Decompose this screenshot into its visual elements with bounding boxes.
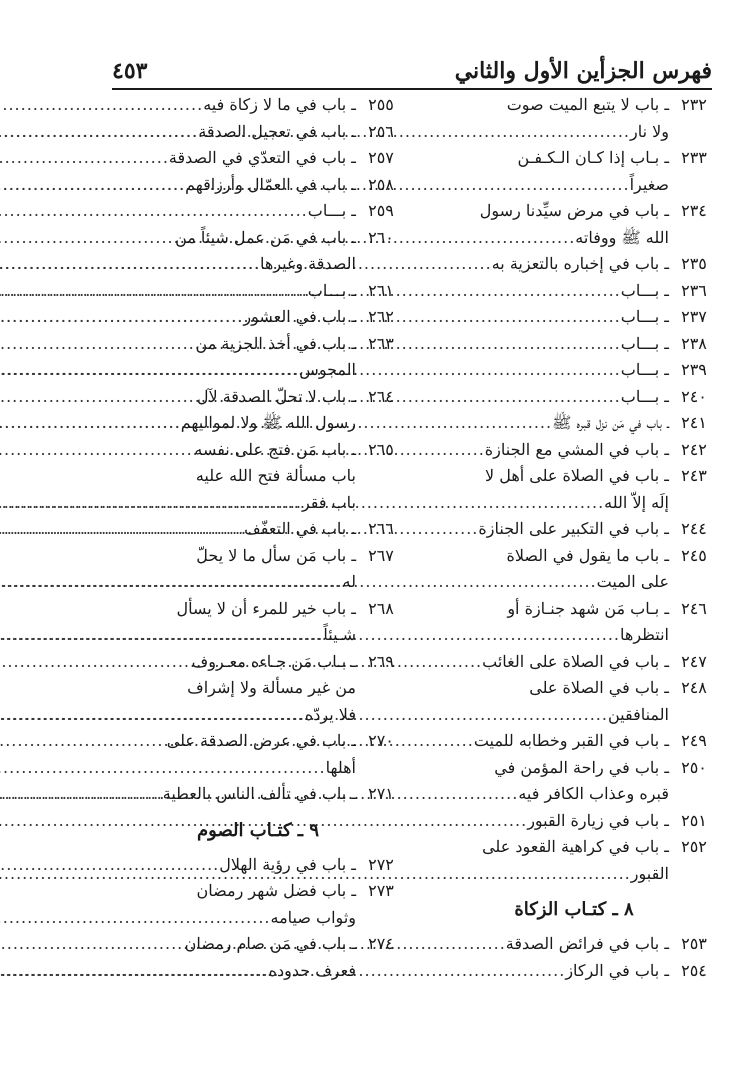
- entry-line: [0, 357, 356, 384]
- leader-dots: [0, 92, 203, 119]
- entry-title: ـ باب في زيارة القبور: [527, 810, 669, 830]
- entry-title: ـ باب في الصلاة على: [529, 678, 669, 697]
- entry-number: ٢٤٠: [681, 386, 707, 406]
- index-entry: [110, 596, 406, 649]
- entry-title: ـ باب في مَن نزل قبره ﷺ: [552, 413, 669, 432]
- entry-line: [0, 905, 356, 932]
- entry-title: ـ باب في مَن صام رمضان: [184, 934, 356, 953]
- entry-title: ولا نار: [630, 121, 669, 141]
- entry-number: ٢٤٣: [681, 466, 707, 485]
- entry-title: ـ باب مَن سأل ما لا يحلّ: [196, 545, 356, 565]
- index-entry: [429, 596, 719, 649]
- entry-number: ٢٤٢: [681, 439, 707, 459]
- entry-line: [0, 702, 356, 729]
- entry-title: ـ باب لا تحلّ الصدقة لآل: [196, 386, 356, 406]
- entry-number: ٢٣٧: [681, 307, 707, 326]
- entry-number: ٢٦١: [368, 280, 394, 300]
- entry-number: ٢٧٤: [368, 934, 394, 953]
- entry-line: [0, 251, 356, 278]
- entry-number: ٢٦٣: [368, 333, 394, 353]
- index-entry: [110, 331, 406, 384]
- index-column-right: [429, 92, 719, 984]
- page-header: [112, 50, 712, 90]
- entry-body: [0, 649, 356, 729]
- index-entry: [110, 278, 406, 305]
- entry-title: ـ بـــاب: [620, 280, 669, 300]
- entry-body: [0, 878, 356, 931]
- entry-title: إلَه إلاّ الله: [604, 492, 669, 512]
- entry-number: ٢٧٢: [368, 854, 394, 874]
- entry-body: [0, 437, 356, 517]
- entry-number: ٢٣٣: [681, 148, 707, 167]
- entry-body: [0, 172, 356, 199]
- entry-line: [0, 198, 356, 225]
- entry-title: ـ بـــاب: [307, 201, 356, 220]
- index-entry: [110, 728, 406, 781]
- entry-number: ٢٦٦: [368, 519, 394, 538]
- entry-title: ـ باب في التعدّي في الصدقة: [168, 148, 356, 167]
- entry-line: [0, 622, 356, 649]
- entry-title: ـ باب في الصلاة على الغائب: [482, 651, 669, 671]
- entry-number: ٢٤٦: [681, 598, 707, 618]
- entry-title: قبره وعذاب الكافر فيه: [518, 784, 669, 803]
- entry-line: [0, 596, 356, 623]
- entry-number: ٢٥٠: [681, 757, 707, 777]
- entry-line: [0, 490, 356, 517]
- entry-line: [0, 675, 356, 702]
- entry-number: ٢٦٩: [368, 651, 394, 671]
- entry-title: ـ باب في المشي مع الجنازة: [484, 439, 669, 459]
- leader-dots: [0, 357, 299, 384]
- entry-number: ٢٦٤: [368, 386, 394, 406]
- leader-dots: [0, 622, 323, 649]
- entry-title: ـ باب في التكبير على الجنازة: [478, 519, 669, 538]
- index-entry: [429, 92, 719, 145]
- entry-body: [0, 119, 356, 146]
- index-entry: [110, 516, 406, 543]
- entry-title: ـ بـــاب: [620, 386, 669, 406]
- entry-title: باب فقر: [301, 492, 356, 512]
- index-entry: [429, 958, 719, 985]
- entry-number: ٢٥٣: [681, 934, 707, 953]
- entry-title: ـ باب في رؤية الهلال: [219, 854, 356, 874]
- entry-body: [0, 852, 356, 879]
- entry-title: ـ باب في أخذ الجزية من: [195, 333, 356, 353]
- entry-title: الصدقة وغيرها: [260, 254, 356, 273]
- entry-title: ـ باب في الركاز: [565, 960, 669, 980]
- entry-title: ـ بـــاب: [620, 360, 669, 379]
- index-entry: [429, 728, 719, 755]
- entry-title: ـ بـــاب: [307, 280, 356, 300]
- entry-body: [0, 384, 356, 437]
- entry-line: [0, 852, 356, 879]
- entry-number: ٢٣٥: [681, 254, 707, 273]
- entry-title: القبور: [630, 863, 669, 883]
- entry-number: ٢٤٩: [681, 731, 707, 750]
- entry-number: ٢٥٦: [368, 121, 394, 141]
- entry-number: ٢٤١: [681, 413, 707, 432]
- entry-number: ٢٣٩: [681, 360, 707, 379]
- entry-title: على الميت: [596, 572, 669, 591]
- index-entry: [110, 878, 406, 931]
- entry-line: [0, 119, 356, 146]
- entry-number: ٢٦٨: [368, 598, 394, 618]
- index-entry: [110, 172, 406, 199]
- entry-line: [0, 516, 356, 543]
- entry-title: ـ بـاب مَن شهد جنـازة أو: [507, 598, 669, 618]
- entry-title: انتظرها: [620, 625, 669, 644]
- page-number: ٤٥٣: [112, 58, 148, 84]
- entry-line: [0, 728, 356, 755]
- page-title: فهرس الجزأين الأول والثاني: [454, 58, 712, 84]
- index-entry: [110, 649, 406, 729]
- entry-line: [0, 384, 356, 411]
- entry-number: ٢٥٨: [368, 174, 394, 194]
- entry-number: ٢٥٢: [681, 837, 707, 856]
- entry-number: ٢٧١: [368, 784, 394, 803]
- entry-body: [0, 516, 356, 543]
- entry-title: ـ باب في التعفّف: [244, 519, 356, 538]
- entry-title: شـيئاً: [323, 625, 356, 644]
- entry-line: [0, 543, 356, 570]
- index-entry: [429, 304, 719, 331]
- entry-title: ـ بـاب مَن جـاءه معـروف: [191, 651, 356, 671]
- leader-dots: [0, 781, 163, 808]
- entry-line: [0, 649, 356, 676]
- entry-body: [0, 304, 356, 331]
- index-entry: [429, 808, 719, 835]
- entry-number: ٢٦٠: [368, 227, 394, 247]
- entry-title: صغيراً: [629, 174, 669, 194]
- entry-title: ـ باب مَن فتح على نفسه: [194, 439, 356, 459]
- entry-title: أهلها: [325, 757, 356, 777]
- entry-line: [0, 569, 356, 596]
- leader-dots: [0, 251, 260, 278]
- entry-line: [0, 278, 356, 305]
- entry-title: ـ باب في إخباره بالتعزية به: [491, 254, 669, 273]
- index-entry: [429, 331, 719, 358]
- entry-title: ـ باب في ما لا زكاة فيه: [203, 95, 356, 114]
- index-entry: [429, 543, 719, 596]
- entry-body: [0, 543, 356, 596]
- entry-title: ـ بـاب إذا كـان الـكـفـن: [517, 148, 669, 167]
- entry-title: ـ بـــاب: [620, 307, 669, 326]
- entry-number: ٢٥٥: [368, 95, 394, 114]
- leader-dots: [0, 410, 181, 437]
- leader-dots: [0, 278, 308, 305]
- entry-line: [0, 878, 356, 905]
- entry-title: ـ باب في مرض سيِّدنا رسول: [479, 201, 669, 220]
- entry-title: الله ﷺ ووفاته: [575, 227, 669, 247]
- entry-number: ٢٥٩: [368, 201, 394, 220]
- entry-title: ـ باب في العمّال وأرزاقهم: [185, 174, 356, 194]
- entry-title: ـ باب فضل شهر رمضان: [196, 881, 356, 900]
- entry-body: [0, 145, 356, 172]
- entry-title: فعرف حدوده: [268, 960, 356, 980]
- index-entry: [429, 251, 719, 278]
- entry-title: المنافقين: [607, 704, 669, 724]
- entry-title: ـ باب لا يتبع الميت صوت: [506, 95, 669, 114]
- index-entry: [429, 649, 719, 676]
- index-entry: [429, 675, 719, 728]
- entry-number: ٢٦٧: [368, 545, 394, 565]
- entry-line: [0, 145, 356, 172]
- index-entry: [429, 410, 719, 437]
- entry-line: [0, 463, 356, 490]
- leader-dots: [0, 702, 305, 729]
- entry-body: [0, 198, 356, 225]
- section-heading: ٨ ـ كتـاب الزكاة: [514, 899, 634, 920]
- entry-title: ـ باب في تعجيل الصدقة: [198, 121, 356, 141]
- index-entry: [429, 357, 719, 384]
- entry-number: ٢٦٢: [368, 307, 394, 326]
- entry-number: ٢٧٣: [368, 881, 394, 900]
- index-entry: [429, 198, 719, 251]
- entry-title: ـ باب في عرض الصدقة على: [166, 731, 356, 750]
- section-heading: ٩ ـ كتـاب الصوم: [197, 819, 319, 841]
- entry-body: [0, 728, 356, 781]
- leader-dots: [0, 852, 219, 879]
- entry-number: ٢٥٧: [368, 148, 394, 167]
- index-entry: [110, 119, 406, 146]
- entry-title: ـ باب في راحة المؤمن في: [494, 757, 669, 777]
- leader-dots: [0, 958, 269, 985]
- entry-line: [0, 172, 356, 199]
- entry-title: ـ باب في العشور: [243, 307, 356, 326]
- entry-number: ٢٤٨: [681, 678, 707, 697]
- leader-dots: [0, 198, 308, 225]
- index-entry: [110, 92, 406, 119]
- entry-title: ـ بـــاب: [620, 333, 669, 353]
- entry-title: ـ باب في تألف الناس بالعطية: [162, 784, 356, 803]
- index-entry: [429, 463, 719, 516]
- entry-number: ٢٥٤: [681, 960, 707, 980]
- entry-title: المجوس: [299, 360, 356, 379]
- entry-title: ـ باب في فرائض الصدقة: [505, 934, 669, 953]
- entry-line: [0, 225, 356, 252]
- entry-title: باب مسألة فتح الله عليه: [195, 466, 356, 485]
- entry-number: ٢٣٢: [681, 95, 707, 114]
- entry-line: [0, 931, 356, 958]
- entry-line: [0, 755, 356, 782]
- leader-dots: [0, 119, 198, 146]
- entry-title: وثواب صيامه: [270, 907, 356, 927]
- leader-dots: [0, 905, 271, 932]
- entry-line: [0, 410, 356, 437]
- entry-number: ٢٣٦: [681, 280, 707, 300]
- entry-body: [0, 596, 356, 649]
- index-entry: [110, 437, 406, 517]
- index-entry: [429, 145, 719, 198]
- entry-line: [0, 304, 356, 331]
- index-entry: [429, 278, 719, 305]
- entry-body: [0, 225, 356, 278]
- entry-title: ـ باب في الصلاة على أهل لا: [484, 466, 669, 485]
- index-entry: [110, 931, 406, 984]
- entry-line: [0, 92, 356, 119]
- leader-dots: [0, 172, 185, 199]
- entry-title: ـ باب خير للمرء أن لا يسأل: [176, 598, 356, 618]
- index-entry: [110, 225, 406, 278]
- index-entry: [429, 437, 719, 464]
- leader-dots: [0, 569, 343, 596]
- entry-body: [0, 931, 356, 984]
- entry-title: ـ باب في مَن عمل شيئاً من: [175, 227, 356, 247]
- index-entry: [429, 755, 719, 808]
- entry-line: [0, 781, 356, 808]
- entry-title: ـ باب في القبر وخطابه للميت: [473, 731, 669, 750]
- index-column-left: [110, 92, 406, 984]
- entry-title: من غير مسألة ولا إشراف: [187, 678, 356, 697]
- index-entry: [110, 145, 406, 172]
- index-entry: [429, 931, 719, 958]
- index-entry: [429, 516, 719, 543]
- index-entry: [429, 384, 719, 411]
- entry-body: [0, 331, 356, 384]
- index-entry: [429, 834, 719, 887]
- entry-title: ـ باب في كراهية القعود على: [482, 837, 669, 856]
- index-entry: [110, 543, 406, 596]
- entry-number: ٢٦٥: [368, 439, 394, 459]
- entry-number: ٢٥١: [681, 810, 707, 830]
- entry-number: ٢٤٧: [681, 651, 707, 671]
- index-entry: [110, 198, 406, 225]
- index-entry: [110, 384, 406, 437]
- leader-dots: [0, 755, 326, 782]
- entry-body: [0, 92, 356, 119]
- entry-line: [0, 437, 356, 464]
- entry-line: [0, 331, 356, 358]
- entry-title: ـ باب ما يقول في الصلاة: [506, 545, 669, 565]
- entry-title: رسول الله ﷺ ولا لمواليهم: [180, 413, 356, 432]
- index-entry: [110, 852, 406, 879]
- entry-number: ٢٣٨: [681, 333, 707, 353]
- entry-line: [0, 958, 356, 985]
- index-entry: [110, 304, 406, 331]
- entry-body: [0, 278, 356, 305]
- entry-number: ٢٤٤: [681, 519, 707, 538]
- leader-dots: [0, 516, 244, 543]
- leader-dots: [0, 145, 169, 172]
- entry-title: فلا يردّه: [304, 704, 356, 724]
- entry-body: [0, 781, 356, 808]
- leader-dots: [0, 304, 243, 331]
- entry-number: ٢٧٠: [368, 731, 394, 750]
- entry-number: ٢٣٤: [681, 201, 707, 220]
- entry-number: ٢٤٥: [681, 545, 707, 565]
- entry-title: له: [342, 572, 356, 591]
- index-entry: [110, 781, 406, 808]
- leader-dots: [0, 490, 302, 517]
